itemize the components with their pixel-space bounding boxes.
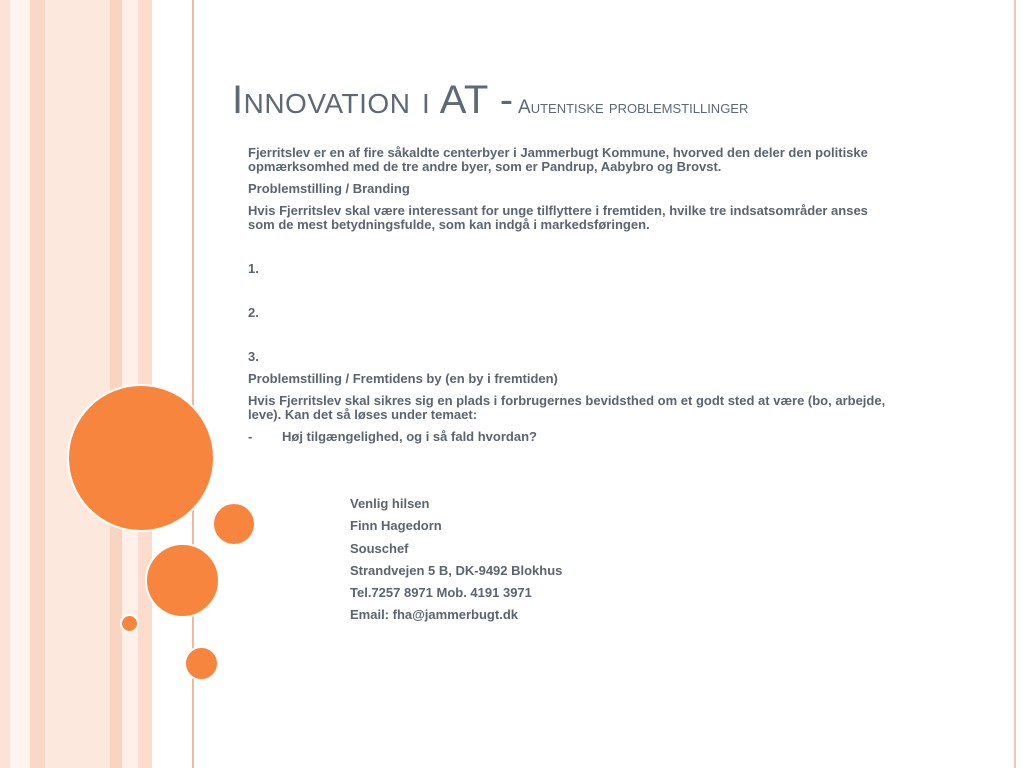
list-item-3: 3.	[248, 349, 259, 364]
signature-name: Finn Hagedorn	[350, 518, 442, 534]
signature-address: Strandvejen 5 B, DK-9492 Blokhus	[350, 562, 563, 578]
section-heading-future-city: Problemstilling / Fremtidens by (en by i fremtiden)	[248, 371, 558, 386]
decor-circle-small	[184, 646, 219, 681]
signature-phone: Tel.7257 8971 Mob. 4191 3971	[350, 585, 532, 601]
list-item-1: 1.	[248, 261, 259, 276]
title-subtitle: Autentiske problemstillinger	[518, 97, 749, 118]
decor-stripe	[45, 0, 110, 768]
title-main: Innovation i AT -	[232, 78, 514, 122]
bullet-text: Høj tilgængelighed, og i så fald hvordan?	[282, 429, 537, 444]
decor-stripe	[30, 0, 45, 768]
decor-circle-small	[212, 502, 256, 546]
decor-stripe	[10, 0, 30, 768]
slide-body	[248, 146, 898, 444]
intro-paragraph: Fjerritslev er en af fire såkaldte centerbyer i Jammerbugt Kommune, hvorved den deler den politiske opmærksomhed med de tre andre byer, som er Pandrup, Aabybro og Brovst.	[248, 145, 868, 174]
decor-circle-large	[67, 384, 215, 532]
decor-divider-line	[1014, 0, 1016, 768]
list-item-2: 2.	[248, 305, 259, 320]
bullet-marker: -	[248, 429, 253, 444]
signature-role: Souschef	[350, 540, 409, 556]
decor-stripe	[110, 0, 122, 768]
decor-stripe	[0, 0, 10, 768]
signature-email: Email: fha@jammerbugt.dk	[350, 607, 518, 623]
slide-title	[232, 78, 1002, 123]
decor-circle-medium	[145, 543, 220, 618]
section-heading-branding: Problemstilling / Branding	[248, 181, 410, 196]
decor-circle-tiny	[120, 614, 139, 633]
signature-greeting: Venlig hilsen	[350, 496, 430, 511]
bullet-item	[248, 430, 898, 444]
question-branding: Hvis Fjerritslev skal være interessant for unge tilflyttere i fremtiden, hvilke tre indsatsområder anses som de mest betydningsfulde, som kan indgå i markedsføringen.	[248, 203, 868, 232]
signature-block	[350, 497, 562, 631]
question-future-city: Hvis Fjerritslev skal sikres sig en plads i forbrugernes bevidsthed om et godt sted at være (bo, arbejde, leve). Kan det så løses under temaet:	[248, 393, 886, 422]
